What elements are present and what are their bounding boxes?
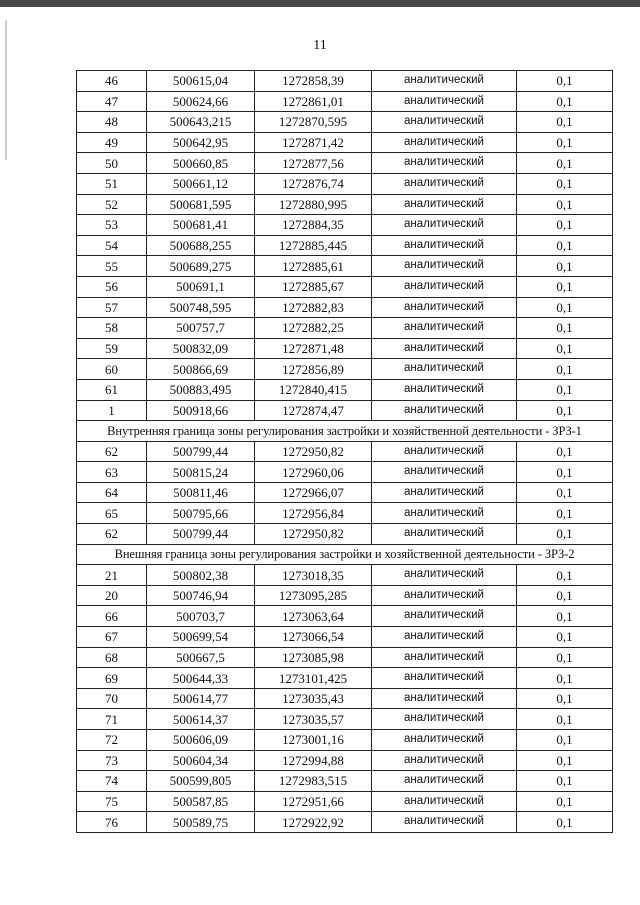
table-row — [77, 194, 613, 215]
x-coordinate-cell: 500799,44 — [147, 441, 255, 462]
y-coordinate-cell: 1272871,48 — [255, 338, 372, 359]
y-coordinate-cell: 1272884,35 — [255, 215, 372, 236]
point-number-cell: 66 — [77, 606, 147, 627]
x-coordinate-cell: 500604,34 — [147, 750, 255, 771]
accuracy-cell: 0,1 — [517, 750, 613, 771]
method-cell: аналитический — [372, 750, 517, 771]
point-number-cell: 76 — [77, 812, 147, 833]
x-coordinate-cell: 500606,09 — [147, 730, 255, 751]
x-coordinate-cell: 500667,5 — [147, 647, 255, 668]
method-cell: аналитический — [372, 338, 517, 359]
x-coordinate-cell: 500802,38 — [147, 565, 255, 586]
x-coordinate-cell: 500703,7 — [147, 606, 255, 627]
x-coordinate-cell: 500615,04 — [147, 71, 255, 92]
y-coordinate-cell: 1272870,595 — [255, 112, 372, 133]
section-header-row — [77, 544, 613, 565]
table-row — [77, 173, 613, 194]
point-number-cell: 74 — [77, 771, 147, 792]
point-number-cell: 54 — [77, 235, 147, 256]
accuracy-cell: 0,1 — [517, 215, 613, 236]
y-coordinate-cell: 1272951,66 — [255, 791, 372, 812]
table-row — [77, 153, 613, 174]
x-coordinate-cell: 500757,7 — [147, 318, 255, 339]
method-cell: аналитический — [372, 565, 517, 586]
x-coordinate-cell: 500883,495 — [147, 379, 255, 400]
point-number-cell: 50 — [77, 153, 147, 174]
x-coordinate-cell: 500699,54 — [147, 627, 255, 648]
accuracy-cell: 0,1 — [517, 627, 613, 648]
table-row — [77, 276, 613, 297]
method-cell: аналитический — [372, 153, 517, 174]
y-coordinate-cell: 1273101,425 — [255, 668, 372, 689]
point-number-cell: 72 — [77, 730, 147, 751]
x-coordinate-cell: 500866,69 — [147, 359, 255, 380]
y-coordinate-cell: 1272956,84 — [255, 503, 372, 524]
y-coordinate-cell: 1272983,515 — [255, 771, 372, 792]
method-cell: аналитический — [372, 235, 517, 256]
table-row — [77, 132, 613, 153]
table-row — [77, 71, 613, 92]
y-coordinate-cell: 1273063,64 — [255, 606, 372, 627]
table-row — [77, 215, 613, 236]
method-cell: аналитический — [372, 215, 517, 236]
page-number: 11 — [313, 38, 327, 53]
method-cell: аналитический — [372, 791, 517, 812]
accuracy-cell: 0,1 — [517, 400, 613, 421]
point-number-cell: 52 — [77, 194, 147, 215]
x-coordinate-cell: 500643,215 — [147, 112, 255, 133]
y-coordinate-cell: 1273066,54 — [255, 627, 372, 648]
table-row — [77, 441, 613, 462]
method-cell: аналитический — [372, 812, 517, 833]
method-cell: аналитический — [372, 441, 517, 462]
table-row — [77, 318, 613, 339]
method-cell: аналитический — [372, 256, 517, 277]
scan-top-border — [0, 0, 640, 7]
accuracy-cell: 0,1 — [517, 318, 613, 339]
x-coordinate-cell: 500832,09 — [147, 338, 255, 359]
y-coordinate-cell: 1272922,92 — [255, 812, 372, 833]
y-coordinate-cell: 1272885,67 — [255, 276, 372, 297]
method-cell: аналитический — [372, 173, 517, 194]
point-number-cell: 69 — [77, 668, 147, 689]
accuracy-cell: 0,1 — [517, 379, 613, 400]
method-cell: аналитический — [372, 709, 517, 730]
accuracy-cell: 0,1 — [517, 297, 613, 318]
accuracy-cell: 0,1 — [517, 276, 613, 297]
x-coordinate-cell: 500748,595 — [147, 297, 255, 318]
x-coordinate-cell: 500614,77 — [147, 688, 255, 709]
method-cell: аналитический — [372, 400, 517, 421]
y-coordinate-cell: 1272885,445 — [255, 235, 372, 256]
point-number-cell: 73 — [77, 750, 147, 771]
accuracy-cell: 0,1 — [517, 503, 613, 524]
accuracy-cell: 0,1 — [517, 441, 613, 462]
y-coordinate-cell: 1273035,57 — [255, 709, 372, 730]
method-cell: аналитический — [372, 606, 517, 627]
table-row — [77, 112, 613, 133]
accuracy-cell: 0,1 — [517, 709, 613, 730]
table-row — [77, 688, 613, 709]
table-row — [77, 812, 613, 833]
table-row — [77, 379, 613, 400]
x-coordinate-cell: 500799,44 — [147, 524, 255, 545]
accuracy-cell: 0,1 — [517, 647, 613, 668]
table-row — [77, 668, 613, 689]
table-row — [77, 91, 613, 112]
table-row — [77, 462, 613, 483]
point-number-cell: 49 — [77, 132, 147, 153]
y-coordinate-cell: 1273001,16 — [255, 730, 372, 751]
x-coordinate-cell: 500918,66 — [147, 400, 255, 421]
table-row — [77, 338, 613, 359]
method-cell: аналитический — [372, 194, 517, 215]
point-number-cell: 70 — [77, 688, 147, 709]
x-coordinate-cell: 500795,66 — [147, 503, 255, 524]
point-number-cell: 59 — [77, 338, 147, 359]
x-coordinate-cell: 500660,85 — [147, 153, 255, 174]
point-number-cell: 67 — [77, 627, 147, 648]
x-coordinate-cell: 500599,805 — [147, 771, 255, 792]
accuracy-cell: 0,1 — [517, 194, 613, 215]
y-coordinate-cell: 1272874,47 — [255, 400, 372, 421]
method-cell: аналитический — [372, 276, 517, 297]
table-row — [77, 565, 613, 586]
table-row — [77, 709, 613, 730]
section-title: Внутренняя граница зоны регулирования застройки и хозяйственной деятельности - ЗРЗ-1 — [77, 421, 613, 442]
accuracy-cell: 0,1 — [517, 565, 613, 586]
method-cell: аналитический — [372, 379, 517, 400]
accuracy-cell: 0,1 — [517, 606, 613, 627]
accuracy-cell: 0,1 — [517, 256, 613, 277]
x-coordinate-cell: 500589,75 — [147, 812, 255, 833]
point-number-cell: 21 — [77, 565, 147, 586]
accuracy-cell: 0,1 — [517, 112, 613, 133]
x-coordinate-cell: 500681,595 — [147, 194, 255, 215]
accuracy-cell: 0,1 — [517, 812, 613, 833]
accuracy-cell: 0,1 — [517, 462, 613, 483]
accuracy-cell: 0,1 — [517, 338, 613, 359]
x-coordinate-cell: 500644,33 — [147, 668, 255, 689]
accuracy-cell: 0,1 — [517, 791, 613, 812]
table-row — [77, 359, 613, 380]
method-cell: аналитический — [372, 771, 517, 792]
method-cell: аналитический — [372, 112, 517, 133]
accuracy-cell: 0,1 — [517, 173, 613, 194]
point-number-cell: 48 — [77, 112, 147, 133]
x-coordinate-cell: 500614,37 — [147, 709, 255, 730]
method-cell: аналитический — [372, 585, 517, 606]
section-title: Внешняя граница зоны регулирования застройки и хозяйственной деятельности - ЗРЗ-2 — [77, 544, 613, 565]
y-coordinate-cell: 1272960,06 — [255, 462, 372, 483]
point-number-cell: 62 — [77, 524, 147, 545]
y-coordinate-cell: 1273035,43 — [255, 688, 372, 709]
accuracy-cell: 0,1 — [517, 132, 613, 153]
x-coordinate-cell: 500689,275 — [147, 256, 255, 277]
method-cell: аналитический — [372, 462, 517, 483]
x-coordinate-cell: 500691,1 — [147, 276, 255, 297]
x-coordinate-cell: 500688,255 — [147, 235, 255, 256]
method-cell: аналитический — [372, 91, 517, 112]
method-cell: аналитический — [372, 503, 517, 524]
x-coordinate-cell: 500815,24 — [147, 462, 255, 483]
accuracy-cell: 0,1 — [517, 359, 613, 380]
y-coordinate-cell: 1272882,25 — [255, 318, 372, 339]
y-coordinate-cell: 1272880,995 — [255, 194, 372, 215]
x-coordinate-cell: 500681,41 — [147, 215, 255, 236]
table-row — [77, 606, 613, 627]
point-number-cell: 47 — [77, 91, 147, 112]
y-coordinate-cell: 1272871,42 — [255, 132, 372, 153]
accuracy-cell: 0,1 — [517, 688, 613, 709]
y-coordinate-cell: 1272882,83 — [255, 297, 372, 318]
method-cell: аналитический — [372, 132, 517, 153]
point-number-cell: 51 — [77, 173, 147, 194]
accuracy-cell: 0,1 — [517, 771, 613, 792]
y-coordinate-cell: 1272877,56 — [255, 153, 372, 174]
point-number-cell: 53 — [77, 215, 147, 236]
y-coordinate-cell: 1272966,07 — [255, 482, 372, 503]
x-coordinate-cell: 500811,46 — [147, 482, 255, 503]
method-cell: аналитический — [372, 482, 517, 503]
point-number-cell: 20 — [77, 585, 147, 606]
table-row — [77, 503, 613, 524]
y-coordinate-cell: 1272858,39 — [255, 71, 372, 92]
x-coordinate-cell: 500746,94 — [147, 585, 255, 606]
point-number-cell: 57 — [77, 297, 147, 318]
table-row — [77, 627, 613, 648]
accuracy-cell: 0,1 — [517, 585, 613, 606]
accuracy-cell: 0,1 — [517, 730, 613, 751]
method-cell: аналитический — [372, 359, 517, 380]
accuracy-cell: 0,1 — [517, 153, 613, 174]
coordinates-table-body — [77, 71, 613, 833]
point-number-cell: 55 — [77, 256, 147, 277]
y-coordinate-cell: 1272885,61 — [255, 256, 372, 277]
table-row — [77, 647, 613, 668]
table-row — [77, 524, 613, 545]
accuracy-cell: 0,1 — [517, 235, 613, 256]
accuracy-cell: 0,1 — [517, 524, 613, 545]
y-coordinate-cell: 1272861,01 — [255, 91, 372, 112]
method-cell: аналитический — [372, 730, 517, 751]
y-coordinate-cell: 1272876,74 — [255, 173, 372, 194]
y-coordinate-cell: 1273085,98 — [255, 647, 372, 668]
method-cell: аналитический — [372, 524, 517, 545]
point-number-cell: 64 — [77, 482, 147, 503]
table-row — [77, 235, 613, 256]
section-header-row — [77, 421, 613, 442]
point-number-cell: 75 — [77, 791, 147, 812]
table-row — [77, 256, 613, 277]
x-coordinate-cell: 500587,85 — [147, 791, 255, 812]
y-coordinate-cell: 1273018,35 — [255, 565, 372, 586]
point-number-cell: 71 — [77, 709, 147, 730]
accuracy-cell: 0,1 — [517, 91, 613, 112]
y-coordinate-cell: 1272856,89 — [255, 359, 372, 380]
point-number-cell: 68 — [77, 647, 147, 668]
point-number-cell: 65 — [77, 503, 147, 524]
y-coordinate-cell: 1272950,82 — [255, 441, 372, 462]
y-coordinate-cell: 1273095,285 — [255, 585, 372, 606]
y-coordinate-cell: 1272950,82 — [255, 524, 372, 545]
method-cell: аналитический — [372, 668, 517, 689]
point-number-cell: 56 — [77, 276, 147, 297]
method-cell: аналитический — [372, 688, 517, 709]
accuracy-cell: 0,1 — [517, 668, 613, 689]
method-cell: аналитический — [372, 647, 517, 668]
table-row — [77, 400, 613, 421]
table-row — [77, 771, 613, 792]
table-row — [77, 297, 613, 318]
table-row — [77, 730, 613, 751]
table-row — [77, 482, 613, 503]
point-number-cell: 46 — [77, 71, 147, 92]
point-number-cell: 60 — [77, 359, 147, 380]
method-cell: аналитический — [372, 71, 517, 92]
method-cell: аналитический — [372, 318, 517, 339]
x-coordinate-cell: 500661,12 — [147, 173, 255, 194]
table-row — [77, 791, 613, 812]
method-cell: аналитический — [372, 297, 517, 318]
table-row — [77, 750, 613, 771]
point-number-cell: 1 — [77, 400, 147, 421]
point-number-cell: 58 — [77, 318, 147, 339]
point-number-cell: 61 — [77, 379, 147, 400]
y-coordinate-cell: 1272840,415 — [255, 379, 372, 400]
table-row — [77, 585, 613, 606]
y-coordinate-cell: 1272994,88 — [255, 750, 372, 771]
accuracy-cell: 0,1 — [517, 482, 613, 503]
x-coordinate-cell: 500642,95 — [147, 132, 255, 153]
point-number-cell: 63 — [77, 462, 147, 483]
accuracy-cell: 0,1 — [517, 71, 613, 92]
x-coordinate-cell: 500624,66 — [147, 91, 255, 112]
point-number-cell: 62 — [77, 441, 147, 462]
coordinates-table — [76, 70, 613, 833]
method-cell: аналитический — [372, 627, 517, 648]
